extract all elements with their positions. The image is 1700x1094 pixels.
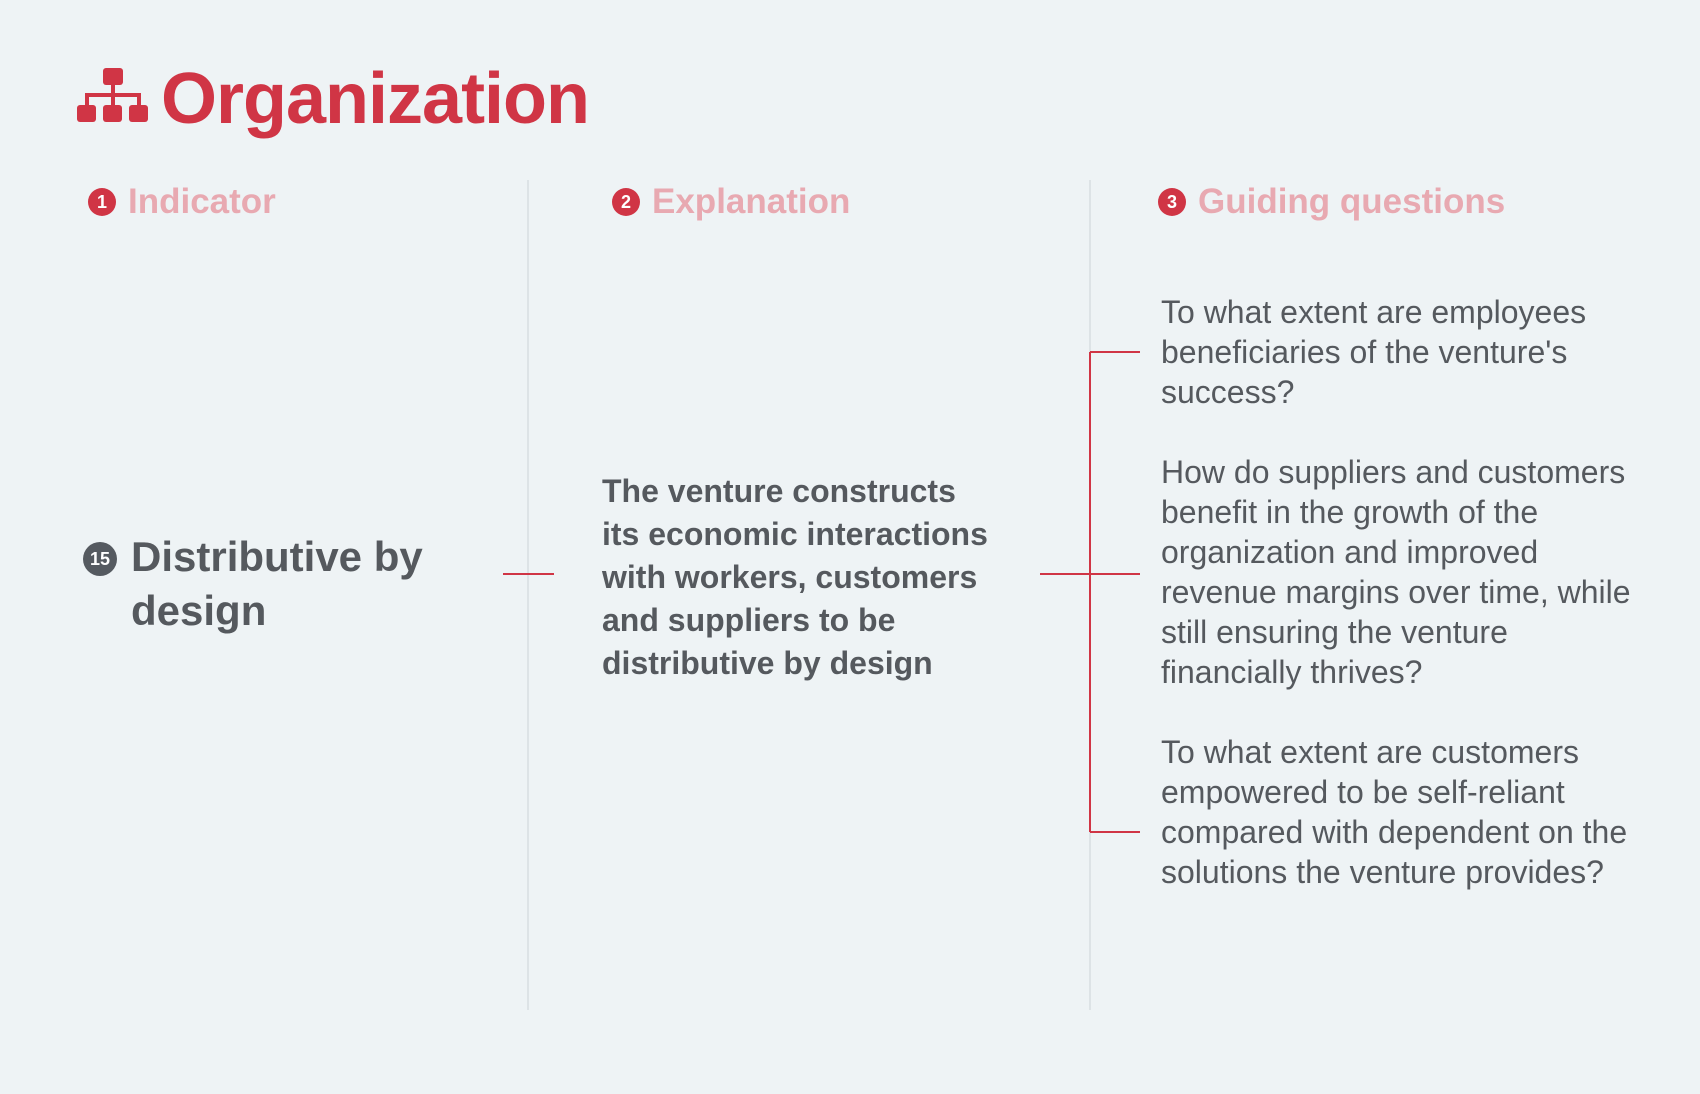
guiding-question-3: To what extent are customers empowered to be self-reliant compared with dependent on the solutions the venture provides? <box>1161 734 1628 890</box>
column-number-badge: 1 <box>88 188 116 216</box>
indicator-text: Distributive by design <box>131 533 423 634</box>
column-number-badge: 2 <box>612 188 640 216</box>
indicator-number-badge: 15 <box>83 542 117 576</box>
guiding-question-2: How do suppliers and customers benefit in the growth of the organization and improved revenue margins over time, while still ensuring the venture financially thrives? <box>1161 454 1631 690</box>
guiding-question-1: To what extent are employees beneficiaries of the venture's success? <box>1161 294 1587 410</box>
indicator <box>83 530 431 638</box>
column-label: Guiding questions <box>1198 182 1506 221</box>
explanation-text: The venture constructs its economic interactions with workers, customers and suppliers to be distributive by design <box>602 473 988 681</box>
column-label: Explanation <box>652 182 851 221</box>
column-label: Indicator <box>128 182 276 221</box>
column-number-badge: 3 <box>1158 188 1186 216</box>
title-text: Organization <box>161 59 590 139</box>
